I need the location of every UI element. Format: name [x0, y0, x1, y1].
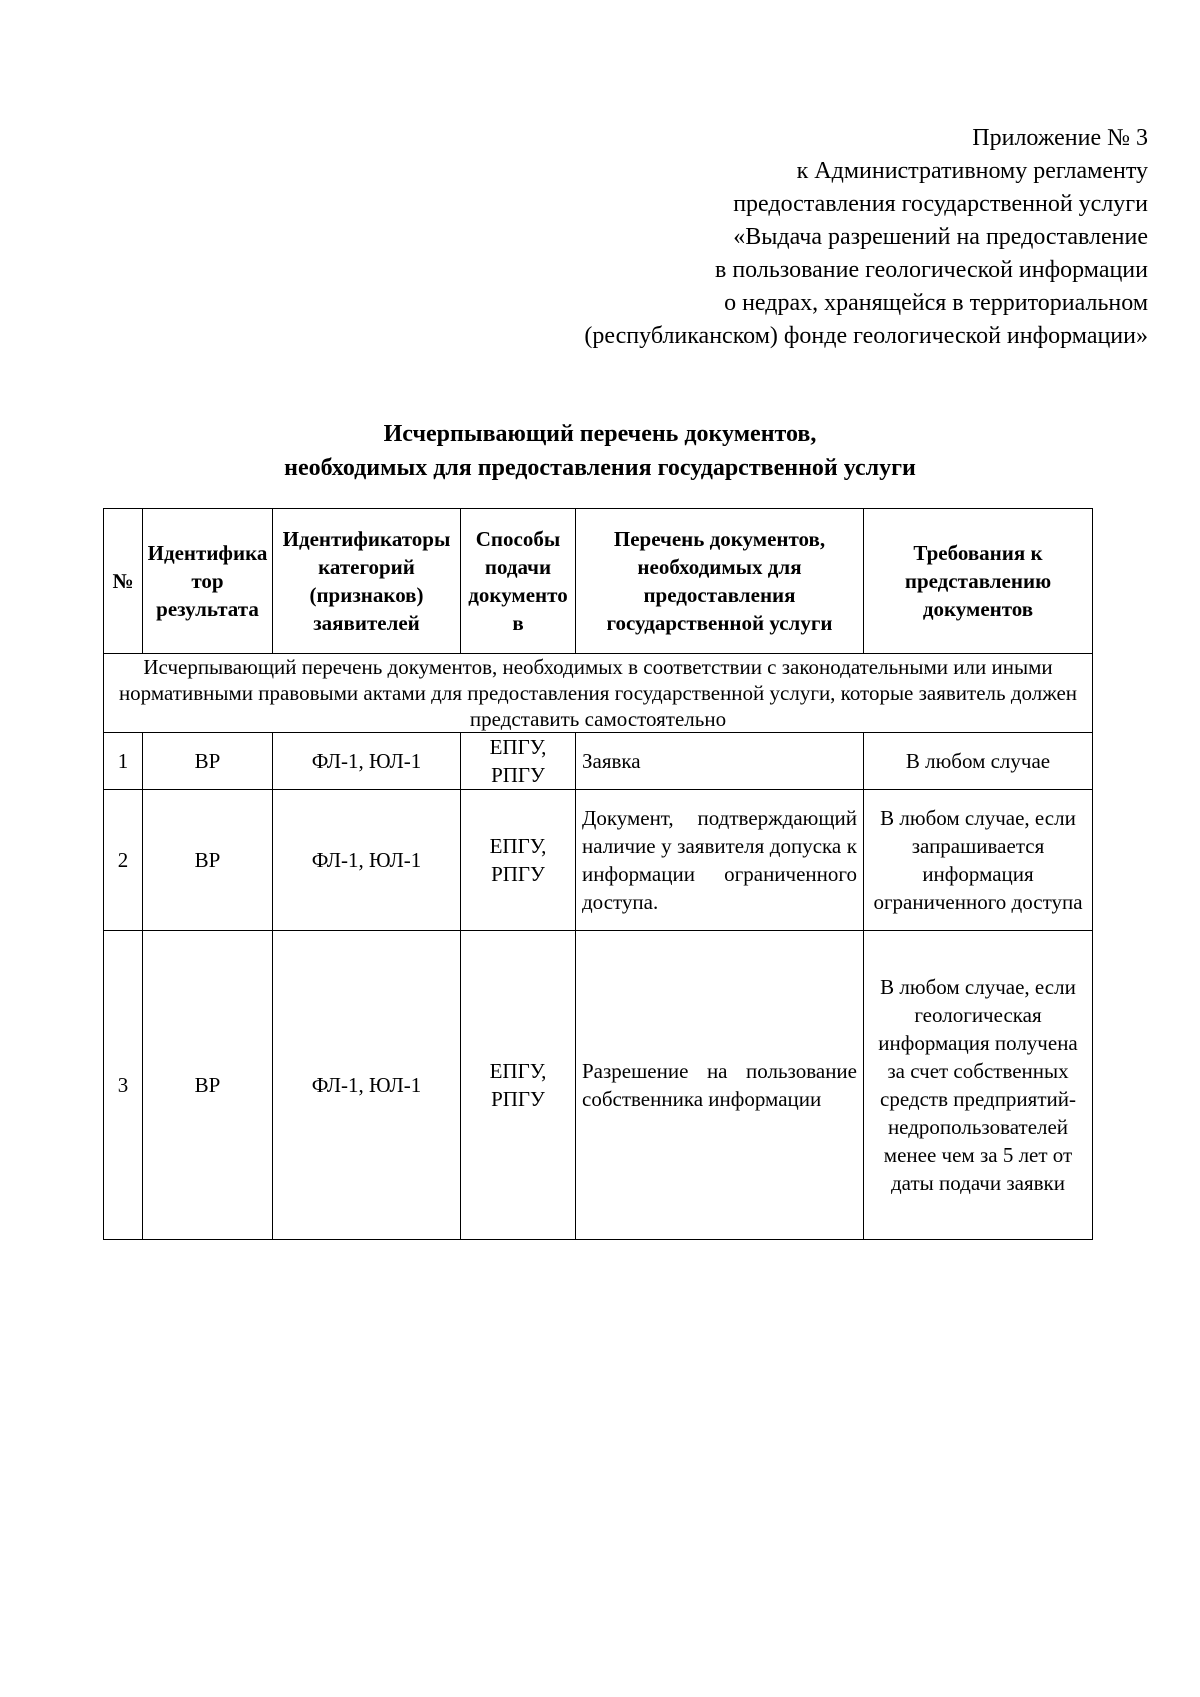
header-num: №: [104, 509, 143, 654]
header-applicant-categories: Идентификаторы категорий (признаков) заявителей: [273, 509, 461, 654]
table-row: [104, 790, 1093, 931]
appendix-line: в пользование геологической информации: [715, 257, 1148, 283]
table-header-row: [104, 509, 1093, 654]
appendix-line: к Административному регламенту: [796, 158, 1148, 184]
row-document: Разрешение на пользование собственника информации: [576, 931, 864, 1240]
row-requirement: В любом случае, если геологическая информация получена за счет собственных средств предприятий-недропользователей менее чем за 5 лет от даты подачи заявки: [864, 931, 1093, 1240]
row-applicant-categories: ФЛ-1, ЮЛ-1: [273, 931, 461, 1240]
row-num: 2: [104, 790, 143, 931]
appendix-line: «Выдача разрешений на предоставление: [733, 224, 1148, 250]
row-applicant-categories: ФЛ-1, ЮЛ-1: [273, 790, 461, 931]
appendix-line: (республиканском) фонде геологической информации»: [584, 323, 1148, 349]
row-num: 1: [104, 733, 143, 790]
row-requirement: В любом случае, если запрашивается информация ограниченного доступа: [864, 790, 1093, 931]
row-applicant-categories: ФЛ-1, ЮЛ-1: [273, 733, 461, 790]
row-document: Заявка: [576, 733, 864, 790]
header-result-id: Идентификатор результата: [143, 509, 273, 654]
table-row: [104, 733, 1093, 790]
header-requirements: Требования к представлению документов: [864, 509, 1093, 654]
section-note-row: [104, 654, 1093, 733]
document-title-line-1: Исчерпывающий перечень документов,: [383, 421, 817, 447]
documents-table: [103, 508, 1093, 1240]
appendix-line: о недрах, хранящейся в территориальном: [724, 290, 1148, 316]
row-document: Документ, подтверждающий наличие у заявителя допуска к информации ограниченного доступа.: [576, 790, 864, 931]
appendix-line: Приложение № 3: [972, 125, 1148, 151]
header-submission-methods: Способы подачи документов: [461, 509, 576, 654]
document-title-line-2: необходимых для предоставления государственной услуги: [284, 455, 916, 481]
appendix-line: предоставления государственной услуги: [733, 191, 1148, 217]
row-result-id: ВР: [143, 931, 273, 1240]
section-note: Исчерпывающий перечень документов, необходимых в соответствии с законодательными или иными нормативными правовыми актами для предоставления государственной услуги, которые заявитель должен представить самостоятельно: [104, 654, 1093, 733]
row-submission-methods: ЕПГУ, РПГУ: [461, 931, 576, 1240]
row-result-id: ВР: [143, 790, 273, 931]
table-row: [104, 931, 1093, 1240]
header-documents-list: Перечень документов, необходимых для предоставления государственной услуги: [576, 509, 864, 654]
row-num: 3: [104, 931, 143, 1240]
row-requirement: В любом случае: [864, 733, 1093, 790]
document-title: [0, 417, 1200, 485]
appendix-header: [248, 122, 1148, 353]
row-submission-methods: ЕПГУ, РПГУ: [461, 790, 576, 931]
row-result-id: ВР: [143, 733, 273, 790]
row-submission-methods: ЕПГУ, РПГУ: [461, 733, 576, 790]
